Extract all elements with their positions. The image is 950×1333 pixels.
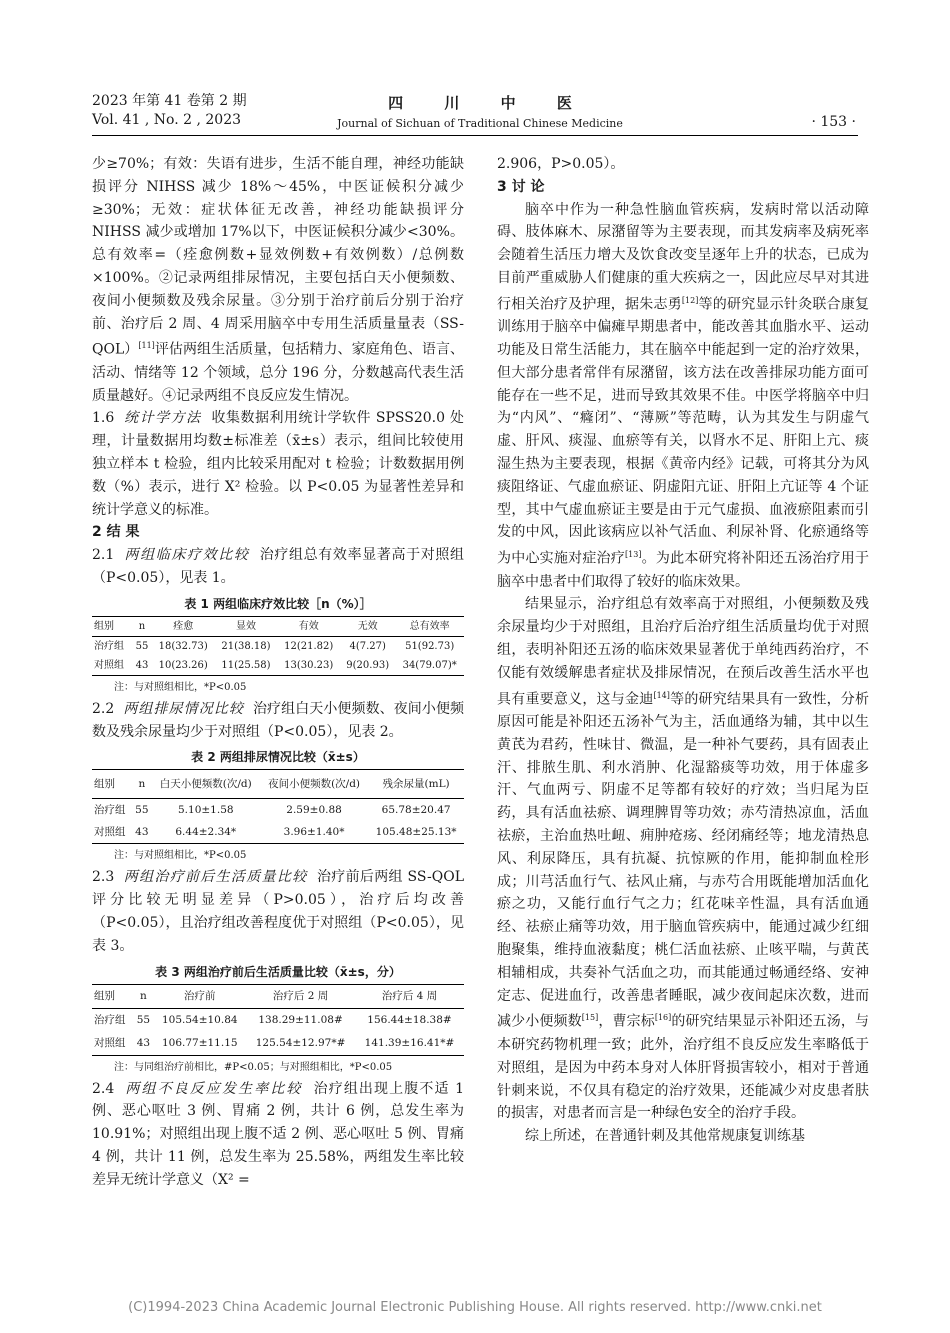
paragraph-continued: 少≥70%；有效：失语有进步，生活不能自理，神经功能缺损评分 NIHSS 减少 18%～45%，中医证候积分减少≥30%；无效：症状体征无改善，神经功能缺损评分 NIHSS 减少或增加 17%以下，中医证候积分减少<30%。总有效率=（痊愈例数+显效例数+有效例数）/总例数×100%。②记录两组排尿情况，主要包括白天小便频数、夜间小便频数及残余尿量。③分别于治疗前后分别于治疗前、治疗后 2 周、4 周采用脑卒中专用生活质量量表（SS-QOL）[11]评估两组生活质量，包括精力、家庭角色、语言、活动、情绪等 12 个领域，总分 196 分，分数越高代表生活质量越好。④记录两组不良反应发生情况。 xyxy=(92,156,464,404)
section-2-4: 2.4 两组不良反应发生率比较 治疗组出现上腹不适 1 例、恶心呕吐 3 例、胃痛 2 例，共计 6 例，总发生率为 10.91%；对照组出现上腹不适 2 例、恶心呕吐 5 例、胃痛 4 例，共计 11 例，总发生率为 25.58%，两组发生率比较差异无统计学意义（X² = xyxy=(92,1080,465,1188)
header-rule xyxy=(92,135,858,136)
left-column xyxy=(92,153,464,1192)
table-row: 对照组 43 106.77±11.15 125.54±12.97*# 141.39±16.41*# xyxy=(92,1032,464,1056)
page-number: · 153 · xyxy=(811,114,856,130)
issue-info xyxy=(92,92,247,130)
section-1-6 xyxy=(92,407,464,521)
journal-name-cn: 四 川 中 医 xyxy=(388,94,590,112)
table-row: 治疗组 55 5.10±1.58 2.59±0.88 65.78±20.47 xyxy=(94,804,451,817)
table2-note: 注：与对照组相比，*P<0.05 xyxy=(114,850,247,862)
citation: [11] xyxy=(138,341,155,351)
section-2-1: 2.1 两组临床疗效比较 治疗组总有效率显著高于对照组（P<0.05），见表 1。 xyxy=(92,547,465,586)
discussion-paragraph-1: 脑卒中作为一种急性脑血管疾病，发病时常以活动障碍、肢体麻木、尿潴留等为主要表现，而其发病率及病死率会随着生活压力增大及饮食改变呈逐年上升的状态，已成为目前严重威胁人们健康的重大疾病之一，因此应尽早对其进行相关治疗及护理，据朱志勇[12]等的研究显示针灸联合康复训练用于脑卒中偏瘫早期患者中，能改善其血脂水平、运动功能及日常生活能力，其在脑卒中能起到一定的治疗效果，但大部分患者常伴有尿潴留，该方法在改善排尿功能方面可能存在一些不足，进而导致其效果不佳。中医学将脑卒中归为“内风”、“癃闭”、“薄厥”等范畴，认为其发生与阴虚气虚、肝风、痰湿、血瘀等有关，以肾水不足、肝阳上亢、痰湿生热为主要表现，根据《黄帝内经》记载，可将其分为风痰阻络证、气虚血瘀证、阴虚阳亢证、肝阳上亢证等 4 个证型，其中气虚血瘀证主要是由于元气虚损、血液瘀阻素而引发的中风，因此该病应以补气活血、利尿补肾、化瘀通络等为中心实施对症治疗[13]。为此本研究将补阳还五汤治疗用于脑卒中患者中们取得了较好的临床效果。 xyxy=(497,201,870,590)
journal-name-en: Journal of Sichuan of Traditional Chinese Medicine xyxy=(337,117,623,130)
table2 xyxy=(92,769,464,844)
issue-cn: 2023 年第 41 卷第 2 期 xyxy=(92,93,247,109)
discussion-paragraph-2: 结果显示，治疗组总有效率高于对照组，小便频数及残余尿量均少于对照组，且治疗后治疗组生活质量均优于对照组，表明补阳还五汤的临床效果显著优于单纯西药治疗，不仅能有效缓解患者症状及排尿情况，在预后改善生活水平也具有重要意义，这与金迪[14]等的研究结果具有一致性，分析原因可能是补阳还五汤补气为主，活血通络为辅，其中以生黄芪为君药，性味甘、微温，是一种补气要药，具有固表止汗、排脓生肌、利水消肿、化湿豁痰等功效，用于体虚多汗、气血两亏、阴虚不足等都有较好的疗效；当归尾为臣药，具有活血祛瘀、调理脾胃等功效；赤芍清热凉血，活血祛瘀，主治血热吐衄、痈肿疮疡、经闭痛经等；地龙清热息风、利尿降压，具有抗凝、抗惊厥的作用，能抑制血栓形成；川芎活血行气、祛风止痛，与赤芍合用既能增加活血化瘀之功，又能行血行气之力；红花味辛性温，具有活血通经、祛瘀止痛等功效，用于脑血管疾病中，能通过减少红细胞聚集，维持血液黏度；桃仁活血祛瘀、止咳平喘，与黄芪相辅相成，共奏补气活血之功，而其能通过畅通经络、安神定志、促进血行，改善患者睡眠，减少夜间起床次数，进而减少小便频数[15]，曹宗标[16]的研究结果显示补阳还五汤，与本研究药物机理一致；此外，治疗组不良反应发生率略低于对照组，是因为中药本身对人体肝肾损害较小，相对于普通针刺来说，不仅具有稳定的治疗效果，还能减少对皮患者肤的损害，对患者而言是一种绿色安全的治疗手段。 xyxy=(497,596,870,1122)
table-row: 对照组 43 6.44±2.34* 3.96±1.40* 105.48±25.13* xyxy=(92,821,464,844)
issue-en: Vol. 41 , No. 2 , 2023 xyxy=(92,112,242,128)
table3-note: 注：与同组治疗前相比，#P<0.05；与对照组相比，*P<0.05 xyxy=(114,1061,393,1073)
table-row: 治疗组 55 105.54±10.84 138.29±11.08# 156.44±18.38# xyxy=(94,1013,452,1026)
citation: [14] xyxy=(653,690,670,700)
table-row: 对照组 43 10(23.26) 11(25.58) 13(30.23) 9(20.93) 34(79.07)* xyxy=(92,656,464,676)
table3-title: 表 3 两组治疗前后生活质量比较（x̄±s，分） xyxy=(155,964,401,979)
right-column xyxy=(497,153,869,1148)
section-text: 收集数据利用统计学软件 SPSS20.0 处理，计量数据用均数±标准差（x̄±s）表示，组间比较使用独立样本 t 检验，组内比较采用配对 t 检验；计数数据用例数（%）表示，进行 X² 检验。以 P<0.05 为显著性差异和统计学意义的标准。 xyxy=(92,410,464,518)
table1-note: 注：与对照组相比，*P<0.05 xyxy=(114,681,247,693)
citation: [13] xyxy=(625,550,642,560)
journal-title xyxy=(320,92,640,130)
citation: [16] xyxy=(654,1013,672,1023)
table-header-row: 组别 n 痊愈 显效 有效 无效 总有效率 xyxy=(92,616,464,636)
table1-title: 表 1 两组临床疗效比较［n（%）］ xyxy=(184,596,372,611)
heading-results: 2 结 果 xyxy=(92,524,140,541)
citation: [15] xyxy=(581,1013,599,1023)
table3 xyxy=(92,984,464,1056)
discussion-paragraph-3: 综上所述，在普通针刺及其他常规康复训练基 xyxy=(525,1128,805,1145)
table-row: 治疗组 55 18(32.73) 21(38.18) 12(21.82) 4(7.27) 51(92.73) xyxy=(94,640,455,652)
table-header-row: 组别 n 治疗前 治疗后 2 周 治疗后 4 周 xyxy=(92,984,464,1008)
table-header-row: 组别 n 白天小便频数(次/d) 夜间小便频数(次/d) 残余尿量(mL) xyxy=(92,770,464,799)
citation: [12] xyxy=(681,295,699,305)
paragraph-continued: 2.906，P>0.05）。 xyxy=(497,156,625,172)
heading-discussion: 3 讨 论 xyxy=(497,178,545,195)
section-number: 1.6 xyxy=(92,410,115,427)
copyright-footer: (C)1994-2023 China Academic Journal Electronic Publishing House. All rights reserved. http://www.cnki.net xyxy=(128,1300,822,1315)
section-2-3: 2.3 两组治疗前后生活质量比较 治疗前后两组 SS-QOL 评分比较无明显差异（P>0.05），治疗后均改善（P<0.05），且治疗组改善程度优于对照组（P<0.05），见表 3。 xyxy=(92,869,464,954)
section-2-2: 2.2 两组排尿情况比较 治疗组白天小便频数、夜间小便频数及残余尿量均少于对照组（P<0.05），见表 2。 xyxy=(92,700,465,740)
table1 xyxy=(92,616,464,676)
section-title: 统计学方法 xyxy=(124,410,202,427)
table2-title: 表 2 两组排尿情况比较（x̄±s） xyxy=(191,750,365,765)
